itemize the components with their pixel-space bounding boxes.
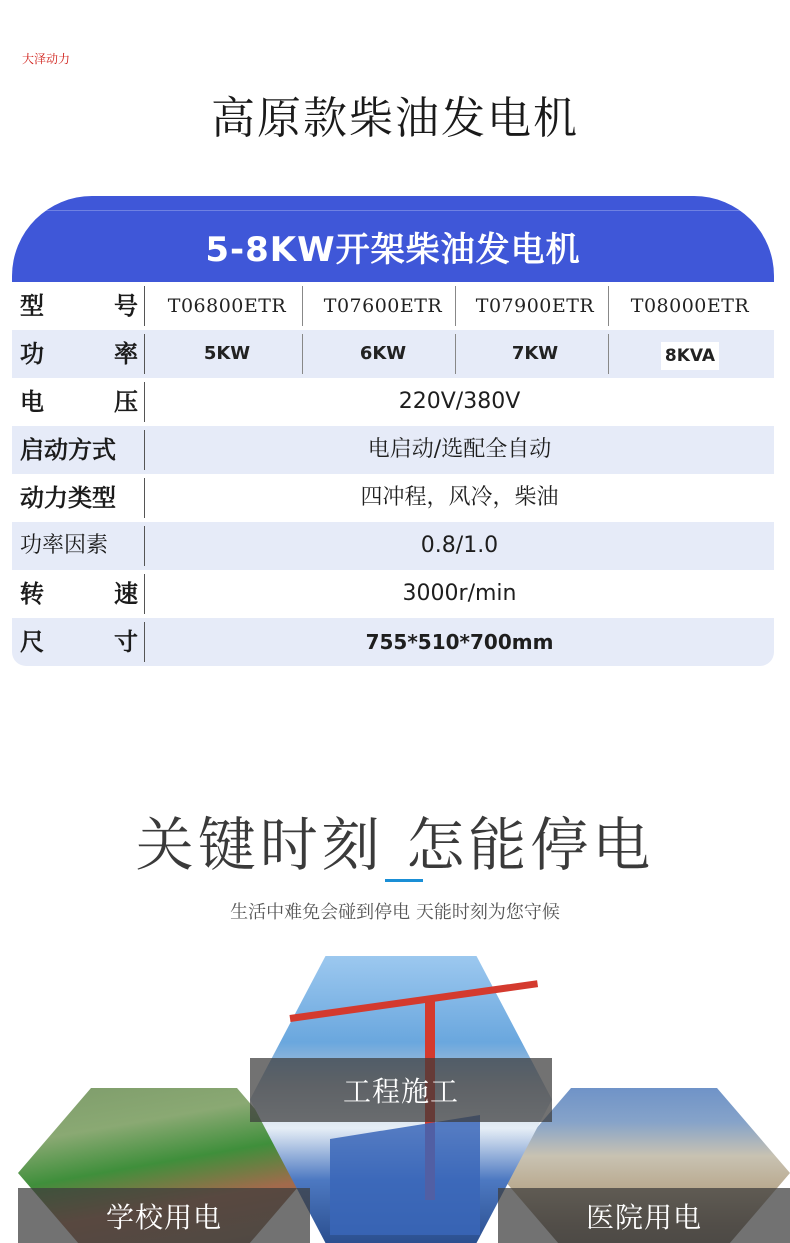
- model-cell: T08000ETR: [630, 295, 750, 317]
- row-label-model: [20, 282, 144, 330]
- page-title: 高原款柴油发电机: [211, 93, 579, 144]
- power-cell: [612, 330, 768, 378]
- row-label-power: [20, 330, 144, 378]
- voltage-value: 220V/380V: [398, 389, 521, 414]
- column-divider: [455, 334, 456, 374]
- row-label-char: 寸: [114, 627, 138, 656]
- column-divider: [608, 286, 609, 326]
- spec-row-size: [12, 618, 774, 666]
- column-divider: [608, 334, 609, 374]
- scenario-label: 工程施工: [342, 1075, 459, 1108]
- row-label-char: 率: [114, 339, 138, 368]
- row-label-char: 转: [20, 579, 44, 608]
- engine-type-value: 四冲程，风冷，柴油: [360, 485, 559, 510]
- section-subtitle: 生活中难免会碰到停电 天能时刻为您守候: [230, 902, 560, 923]
- column-divider: [144, 286, 145, 326]
- row-label-char: 功: [20, 339, 44, 368]
- row-label-char: 尺: [20, 627, 44, 656]
- spec-row-voltage: [12, 378, 774, 426]
- row-label-power-factor: 功率因素: [20, 533, 109, 558]
- row-label-voltage: [20, 378, 144, 426]
- scenario-banner-construction: [250, 1058, 552, 1122]
- row-label-char: 电: [20, 387, 44, 416]
- row-label-speed: [20, 570, 144, 618]
- model-cell: T06800ETR: [167, 295, 287, 317]
- spec-row-power: [12, 330, 774, 378]
- row-label-char: 速: [114, 579, 138, 608]
- section-headline: 关键时刻 怎能停电: [135, 811, 655, 879]
- row-label-engine-type: 动力类型: [20, 483, 116, 512]
- row-label-start: 启动方式: [20, 435, 116, 464]
- column-divider: [144, 334, 145, 374]
- accent-divider: [385, 879, 423, 882]
- power-cell: 5KW: [203, 343, 251, 364]
- spec-row-model: [12, 282, 774, 330]
- brand-logo-text: 大泽动力: [22, 52, 71, 66]
- scenario-label: 医院用电: [585, 1201, 702, 1234]
- spec-row-engine-type: [12, 474, 774, 522]
- speed-value: 3000r/min: [402, 581, 517, 606]
- column-divider: [455, 286, 456, 326]
- spec-table-title: 5-8KW开架柴油发电机: [205, 230, 581, 270]
- scenario-banner-school: [18, 1188, 310, 1243]
- size-value: 755*510*700mm: [365, 630, 554, 654]
- power-cell: 7KW: [511, 343, 559, 364]
- scenario-gallery: [0, 950, 790, 1243]
- column-divider: [302, 334, 303, 374]
- row-label-char: 号: [114, 291, 138, 320]
- start-value: 电启动/选配全自动: [367, 437, 552, 462]
- spec-row-speed: [12, 570, 774, 618]
- column-divider: [302, 286, 303, 326]
- power-badge: 8KVA: [661, 342, 719, 370]
- scenario-banner-hospital: [498, 1188, 790, 1243]
- spec-table-header: [12, 196, 774, 282]
- model-cell: T07900ETR: [475, 295, 595, 317]
- power-factor-value: 0.8/1.0: [420, 533, 499, 558]
- row-label-char: 压: [114, 387, 138, 416]
- spec-table: [12, 196, 774, 674]
- model-cell: T07600ETR: [323, 295, 443, 317]
- row-label-size: [20, 618, 144, 666]
- scenario-label: 学校用电: [105, 1201, 222, 1234]
- row-label-char: 型: [20, 291, 44, 320]
- power-cell: 6KW: [359, 343, 407, 364]
- spec-row-start: [12, 426, 774, 474]
- spec-row-power-factor: [12, 522, 774, 570]
